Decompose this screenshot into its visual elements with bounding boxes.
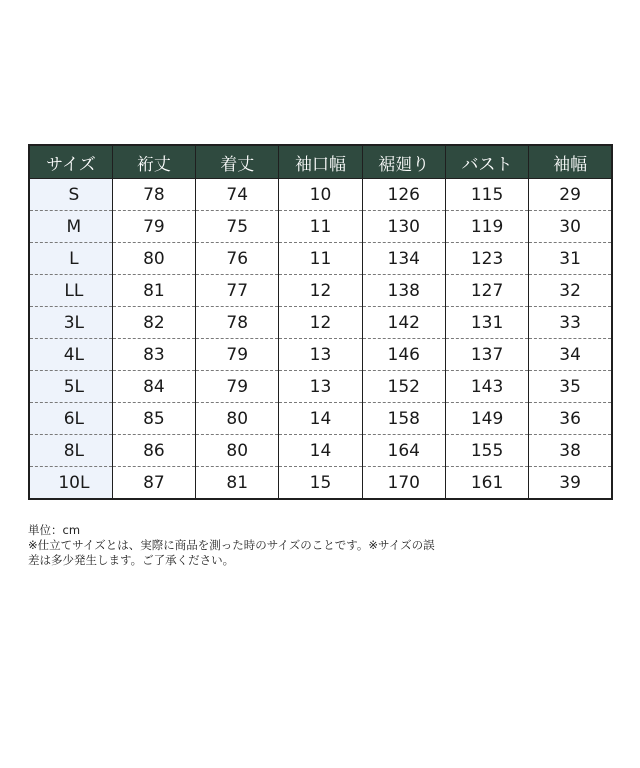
table-row — [29, 371, 612, 403]
table-body — [29, 179, 612, 500]
measurement-cell: 15 — [279, 467, 362, 500]
table-row — [29, 307, 612, 339]
measurement-cell: 134 — [362, 243, 445, 275]
table-row — [29, 435, 612, 467]
measurement-cell: 87 — [112, 467, 195, 500]
column-header: 裾廻り — [362, 145, 445, 179]
measurement-cell: 31 — [529, 243, 612, 275]
size-label-cell: 5L — [29, 371, 112, 403]
measurement-cell: 82 — [112, 307, 195, 339]
measurement-cell: 75 — [196, 211, 279, 243]
size-label-cell: LL — [29, 275, 112, 307]
table-row — [29, 275, 612, 307]
measurement-cell: 130 — [362, 211, 445, 243]
table-row — [29, 339, 612, 371]
measurement-cell: 11 — [279, 243, 362, 275]
measurement-cell: 161 — [445, 467, 528, 500]
column-header: バスト — [445, 145, 528, 179]
measurement-cell: 80 — [196, 435, 279, 467]
measurement-cell: 85 — [112, 403, 195, 435]
measurement-cell: 126 — [362, 179, 445, 211]
measurement-cell: 79 — [196, 371, 279, 403]
measurement-cell: 155 — [445, 435, 528, 467]
measurement-cell: 13 — [279, 371, 362, 403]
measurement-cell: 143 — [445, 371, 528, 403]
measurement-cell: 123 — [445, 243, 528, 275]
measurement-cell: 33 — [529, 307, 612, 339]
column-header: 袖幅 — [529, 145, 612, 179]
measurement-cell: 164 — [362, 435, 445, 467]
measurement-cell: 77 — [196, 275, 279, 307]
table-row — [29, 403, 612, 435]
measurement-cell: 12 — [279, 307, 362, 339]
table-row — [29, 243, 612, 275]
size-label-cell: 3L — [29, 307, 112, 339]
table-row — [29, 467, 612, 500]
size-label-cell: M — [29, 211, 112, 243]
measurement-cell: 76 — [196, 243, 279, 275]
measurement-cell: 79 — [196, 339, 279, 371]
measurement-cell: 84 — [112, 371, 195, 403]
measurement-cell: 119 — [445, 211, 528, 243]
measurement-cell: 14 — [279, 403, 362, 435]
column-header: サイズ — [29, 145, 112, 179]
column-header: 着丈 — [196, 145, 279, 179]
measurement-cell: 14 — [279, 435, 362, 467]
size-label-cell: L — [29, 243, 112, 275]
size-notes — [28, 523, 588, 568]
measurement-cell: 80 — [196, 403, 279, 435]
measurement-cell: 81 — [112, 275, 195, 307]
measurement-cell: 152 — [362, 371, 445, 403]
table-header-row — [29, 145, 612, 179]
unit-note: 単位：cm — [28, 523, 81, 537]
measurement-cell: 79 — [112, 211, 195, 243]
measurement-cell: 11 — [279, 211, 362, 243]
size-label-cell: 8L — [29, 435, 112, 467]
size-label-cell: S — [29, 179, 112, 211]
measurement-cell: 142 — [362, 307, 445, 339]
measurement-cell: 74 — [196, 179, 279, 211]
column-header: 裄丈 — [112, 145, 195, 179]
measurement-cell: 138 — [362, 275, 445, 307]
measurement-cell: 78 — [196, 307, 279, 339]
measurement-cell: 86 — [112, 435, 195, 467]
measurement-cell: 83 — [112, 339, 195, 371]
measurement-cell: 29 — [529, 179, 612, 211]
measurement-cell: 34 — [529, 339, 612, 371]
measurement-cell: 80 — [112, 243, 195, 275]
measurement-cell: 146 — [362, 339, 445, 371]
size-label-cell: 6L — [29, 403, 112, 435]
measurement-cell: 13 — [279, 339, 362, 371]
size-chart-table — [28, 144, 613, 500]
measurement-cell: 78 — [112, 179, 195, 211]
measurement-cell: 115 — [445, 179, 528, 211]
measurement-cell: 131 — [445, 307, 528, 339]
measurement-cell: 127 — [445, 275, 528, 307]
measurement-cell: 137 — [445, 339, 528, 371]
table-row — [29, 179, 612, 211]
measurement-cell: 36 — [529, 403, 612, 435]
measurement-cell: 30 — [529, 211, 612, 243]
measurement-cell: 35 — [529, 371, 612, 403]
measurement-cell: 81 — [196, 467, 279, 500]
measurement-cell: 39 — [529, 467, 612, 500]
column-header: 袖口幅 — [279, 145, 362, 179]
table-row — [29, 211, 612, 243]
measurement-cell: 10 — [279, 179, 362, 211]
size-disclaimer-line-2: 差は多少発生します。ご了承ください。 — [28, 553, 235, 567]
measurement-cell: 170 — [362, 467, 445, 500]
measurement-cell: 38 — [529, 435, 612, 467]
size-label-cell: 4L — [29, 339, 112, 371]
measurement-cell: 32 — [529, 275, 612, 307]
measurement-cell: 149 — [445, 403, 528, 435]
measurement-cell: 158 — [362, 403, 445, 435]
size-disclaimer-line-1: ※仕立てサイズとは、実際に商品を測った時のサイズのことです。※サイズの誤 — [28, 538, 435, 552]
size-label-cell: 10L — [29, 467, 112, 500]
measurement-cell: 12 — [279, 275, 362, 307]
